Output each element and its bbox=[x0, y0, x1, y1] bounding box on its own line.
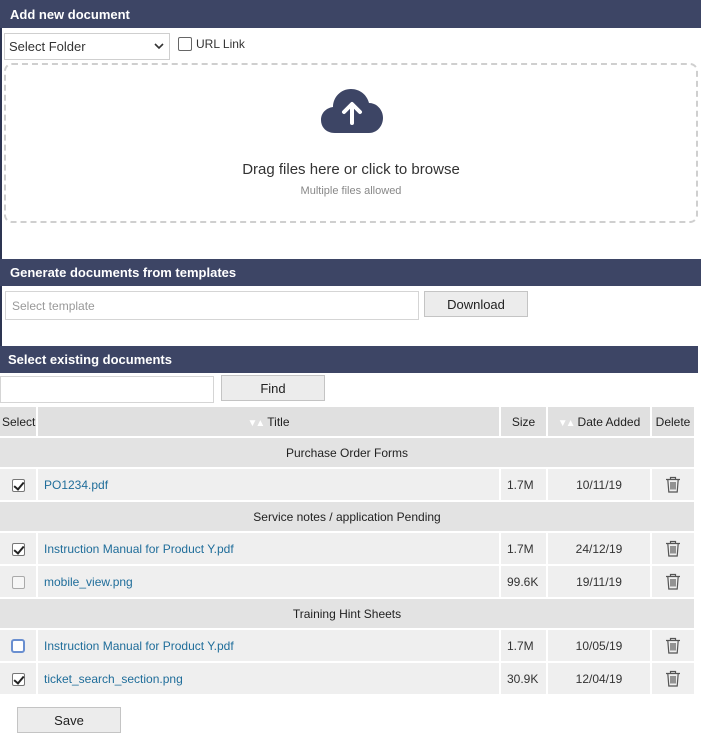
trash-icon[interactable] bbox=[665, 540, 681, 557]
template-select-input[interactable] bbox=[5, 291, 419, 320]
row-checkbox[interactable] bbox=[12, 576, 25, 589]
document-title-link[interactable]: PO1234.pdf bbox=[38, 469, 499, 500]
row-select-cell bbox=[0, 469, 36, 500]
group-name: Purchase Order Forms bbox=[0, 438, 694, 467]
group-row bbox=[0, 438, 694, 467]
document-date: 10/11/19 bbox=[548, 469, 650, 500]
trash-icon[interactable] bbox=[665, 476, 681, 493]
find-button[interactable] bbox=[221, 375, 325, 401]
column-header-select: Select bbox=[0, 407, 36, 436]
folder-select[interactable] bbox=[4, 33, 170, 60]
table-row bbox=[0, 533, 694, 564]
table-row bbox=[0, 663, 694, 694]
document-date: 10/05/19 bbox=[548, 630, 650, 661]
document-title-link[interactable]: ticket_search_section.png bbox=[38, 663, 499, 694]
sort-icon[interactable]: ▼▲ bbox=[557, 417, 574, 429]
existing-documents-title: Select existing documents bbox=[8, 352, 172, 367]
add-document-header bbox=[0, 0, 701, 28]
trash-icon[interactable] bbox=[665, 573, 681, 590]
trash-icon[interactable] bbox=[665, 670, 681, 687]
table-header-row bbox=[0, 407, 694, 436]
generate-templates-title: Generate documents from templates bbox=[10, 265, 237, 280]
document-title-link[interactable]: mobile_view.png bbox=[38, 566, 499, 597]
document-title-link[interactable]: Instruction Manual for Product Y.pdf bbox=[38, 630, 499, 661]
cloud-upload-icon bbox=[321, 87, 383, 135]
url-link-label: URL Link bbox=[196, 37, 245, 51]
document-size: 1.7M bbox=[501, 469, 546, 500]
row-select-cell bbox=[0, 630, 36, 661]
delete-cell bbox=[652, 566, 694, 597]
row-select-cell bbox=[0, 663, 36, 694]
column-header-title-label: Title bbox=[267, 414, 290, 429]
url-link-checkbox[interactable] bbox=[178, 37, 192, 51]
dropzone-hint: Multiple files allowed bbox=[300, 185, 402, 197]
column-header-date-label: Date Added bbox=[577, 414, 641, 429]
table-row bbox=[0, 566, 694, 597]
document-search-input[interactable] bbox=[0, 376, 214, 403]
document-title-link[interactable]: Instruction Manual for Product Y.pdf bbox=[38, 533, 499, 564]
generate-templates-header bbox=[0, 259, 701, 286]
dropzone-instruction: Drag files here or click to browse bbox=[242, 161, 460, 178]
row-checkbox[interactable] bbox=[12, 479, 25, 492]
document-date: 12/04/19 bbox=[548, 663, 650, 694]
table-row bbox=[0, 469, 694, 500]
group-row bbox=[0, 502, 694, 531]
row-checkbox[interactable] bbox=[12, 543, 25, 556]
column-header-size: Size bbox=[501, 407, 546, 436]
group-name: Service notes / application Pending bbox=[0, 502, 694, 531]
table-row bbox=[0, 630, 694, 661]
column-header-date-added[interactable] bbox=[548, 407, 650, 436]
row-select-cell bbox=[0, 533, 36, 564]
document-size: 1.7M bbox=[501, 533, 546, 564]
url-link-toggle[interactable] bbox=[178, 37, 245, 51]
document-date: 24/12/19 bbox=[548, 533, 650, 564]
trash-icon[interactable] bbox=[665, 637, 681, 654]
find-button-label: Find bbox=[260, 380, 286, 396]
file-dropzone[interactable] bbox=[4, 63, 698, 223]
document-size: 30.9K bbox=[501, 663, 546, 694]
left-border-rule bbox=[0, 28, 2, 259]
delete-cell bbox=[652, 533, 694, 564]
document-date: 19/11/19 bbox=[548, 566, 650, 597]
add-document-title: Add new document bbox=[10, 6, 130, 22]
row-checkbox[interactable] bbox=[11, 639, 25, 653]
save-button-label: Save bbox=[54, 712, 84, 728]
delete-cell bbox=[652, 630, 694, 661]
group-row bbox=[0, 599, 694, 628]
existing-documents-header bbox=[0, 346, 698, 373]
delete-cell bbox=[652, 469, 694, 500]
column-header-title[interactable] bbox=[38, 407, 499, 436]
document-size: 1.7M bbox=[501, 630, 546, 661]
row-select-cell bbox=[0, 566, 36, 597]
row-checkbox[interactable] bbox=[12, 673, 25, 686]
download-button[interactable] bbox=[424, 291, 528, 317]
group-name: Training Hint Sheets bbox=[0, 599, 694, 628]
download-button-label: Download bbox=[447, 296, 505, 312]
column-header-delete: Delete bbox=[652, 407, 694, 436]
delete-cell bbox=[652, 663, 694, 694]
save-button[interactable] bbox=[17, 707, 121, 733]
left-border-rule-2 bbox=[0, 286, 2, 346]
documents-table bbox=[0, 405, 696, 696]
sort-icon[interactable]: ▼▲ bbox=[247, 417, 264, 429]
document-size: 99.6K bbox=[501, 566, 546, 597]
